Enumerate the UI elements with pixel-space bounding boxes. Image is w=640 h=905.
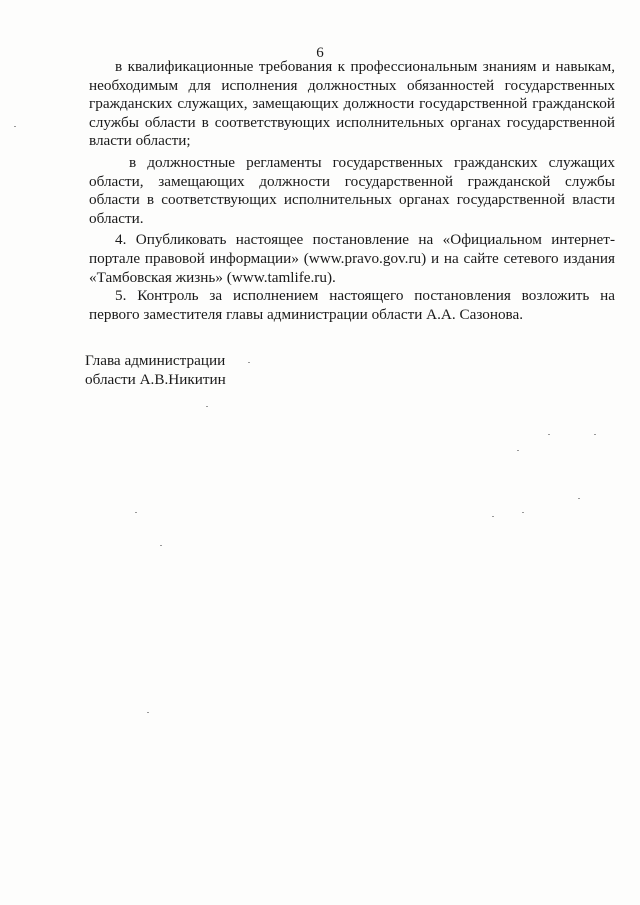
signature-block: [85, 352, 226, 389]
page-number: 6: [316, 45, 324, 61]
document-body: [89, 58, 615, 324]
paragraph-job-regulations: в должностные регламенты государственных гражданских служащих области, замещающих должности государственной гражданской службы области в соответствующих исполнительных органах государственной власти области.: [89, 153, 615, 227]
paragraph-control-order: 5. Контроль за исполнением настоящего постановления возложить на первого заместителя главы администрации области А.А. Сазонова.: [89, 287, 615, 323]
signature-title: Глава администрации: [85, 352, 226, 369]
paragraph-publish-order: 4. Опубликовать настоящее постановление на «Официальном интернет-портале правовой информации» (www.pravo.gov.ru) и на сайте сетевого издания «Тамбовская жизнь» (www.tamlife.ru).: [89, 231, 615, 286]
paragraph-qualification-requirements: в квалификационные требования к профессиональным знаниям и навыкам, необходимым для исполнения должностных обязанностей государственных гражданских служащих, замещающих должности государственной гражданской службы области в соответствующих исполнительных органах государственной власти области;: [89, 58, 615, 150]
signature-name: области А.В.Никитин: [85, 370, 226, 388]
